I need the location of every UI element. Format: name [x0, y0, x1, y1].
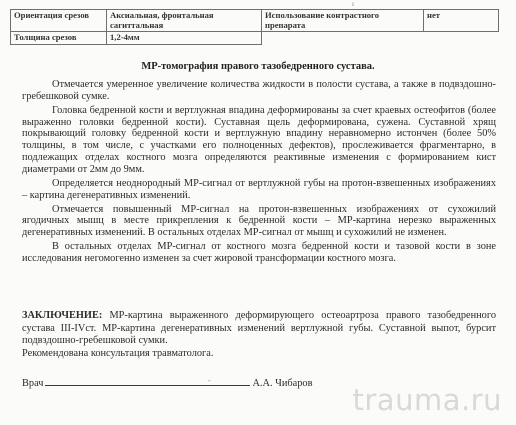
conclusion-section	[22, 310, 496, 360]
orientation-label: Ориентация срезов	[11, 10, 107, 32]
scan-parameters-table	[10, 9, 499, 45]
finding-paragraph: Отмечается повышенный МР-сигнал на протон-взвешенных изображениях от сухожилий ягодичных мышц в месте прикрепления к бедренной кости – МР-картина нерезко выраженных дегенеративных изменений. В остальных отделах МР-сигнал от мышц и сухожилий не изменен.	[22, 203, 496, 239]
conclusion-text-block	[22, 310, 496, 348]
table-row	[11, 32, 499, 45]
recommendation-text: Рекомендована консультация травматолога.	[22, 347, 214, 359]
thickness-label: Толщина срезов	[11, 32, 107, 45]
pen-mark: -	[208, 376, 211, 385]
orientation-value: Аксиальная, фронтальная сагиттальная	[107, 10, 262, 32]
thickness-value: 1,2-4мм	[107, 32, 262, 45]
finding-paragraph: Отмечается умеренное увеличение количества жидкости в полости сустава, а также в подвздошно-гребешковой сумке.	[22, 79, 496, 102]
document-title: МР-томография правого тазобедренного сустава.	[141, 61, 375, 72]
conclusion-text: МР-картина выраженного деформирующего остеоартроза правого тазобедренного сустава III-IVст. МР-картина дегенеративных изменений вертлужной губы. Суставной выпот, бурсит подвздошно-гребешковой сумки.	[22, 310, 496, 347]
doctor-role: Врач	[22, 378, 44, 389]
finding-paragraph: В остальных отделах МР-сигнал от костного мозга бедренной кости и тазовой кости в зоне исследования негомогенно изменен за счет жировой трансформации костного мозга.	[22, 241, 496, 264]
scan-artifact-mark: ı	[352, 0, 354, 8]
empty-cell	[262, 32, 424, 45]
findings-section	[22, 79, 496, 267]
doctor-name: А.А. Чибаров	[252, 378, 313, 389]
table-row	[11, 10, 499, 32]
signature-line	[45, 376, 250, 386]
finding-paragraph: Определяется неоднородный МР-сигнал от вертлужной губы на протон-взвешенных изображениях – картина дегенеративных изменений.	[22, 177, 496, 201]
contrast-label: Использование контрастного препарата	[262, 10, 424, 32]
finding-paragraph: Головка бедренной кости и вертлужная впадина деформированы за счет краевых остеофитов (более выраженно головки бедренной кости). Суставная щель деформирована, сужена. Суставной хрящ покрывающий головку бедренной кости и вертлужную впадину неравномерно истончен (более 50% толщины, в том числе, с участками его полноценных дефектов), прослеживается фрагментарно, в подлежащих отделах костного мозга определяются реактивные изменения с формированием кист диаметрами от 2мм до 9мм.	[22, 104, 496, 175]
site-watermark: trauma.ru	[352, 383, 502, 417]
contrast-value: нет	[424, 10, 499, 32]
empty-cell	[424, 32, 499, 45]
conclusion-label: ЗАКЛЮЧЕНИЕ:	[22, 310, 103, 321]
